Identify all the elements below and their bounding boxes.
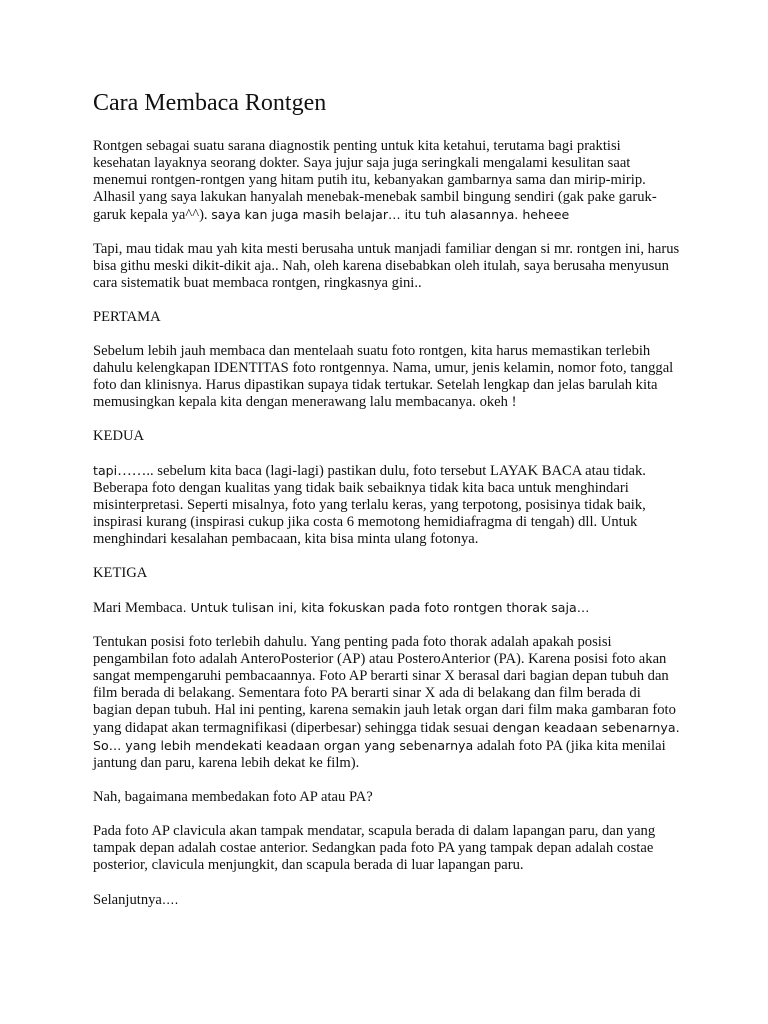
section-heading-ketiga: KETIGA — [93, 565, 148, 581]
paragraph-intro — [93, 138, 681, 224]
paragraph-selanjutnya — [93, 891, 681, 909]
paragraph-identitas: Sebelum lebih jauh membaca dan mentelaah suatu foto rontgen, kita harus memastikan terlebih dahulu kelengkapan IDENTITAS foto rontgennya. Nama, umur, jenis kelamin, nomor foto, tanggal foto dan klinisnya. Harus dipastikan supaya tidak tertukar. Setelah lengkap dan jelas barulah kita memusingkan kepala kita dengan menerawang lalu membacanya. okeh ! — [93, 343, 674, 410]
paragraph-posisi-foto-aside: dengan keadaan sebenarnya. So… yang lebih mendekati keadaan organ yang sebenarnya — [93, 720, 680, 753]
paragraph-mari-membaca-text: . Untuk tulisan ini, kita fokuskan pada foto rontgen thorak saja… — [182, 600, 590, 615]
paragraph-selanjutnya-ellipsis: …. — [161, 892, 179, 907]
paragraph-intro-aside: saya kan juga masih belajar… itu tuh alasannya. heheee — [211, 207, 570, 222]
paragraph-intro-text: Rontgen sebagai suatu sarana diagnostik penting untuk kita ketahui, terutama bagi praktisi kesehatan layaknya seorang dokter. Saya jujur saja juga seringkali mengalami kesulitan saat menemui rontgen-rontgen yang hitam putih itu, kebanyakan gambarnya sama dan mirip-mirip. Alhasil yang saya lakukan hanyalah menebak-menebak sambil bingung sendiri (gak pake garuk-garuk kepala ya^^). — [93, 138, 657, 223]
document-body — [93, 88, 681, 926]
paragraph-question: Nah, bagaimana membedakan foto AP atau PA? — [93, 789, 373, 805]
document-title: Cara Membaca Rontgen — [93, 90, 327, 116]
paragraph-familiar: Tapi, mau tidak mau yah kita mesti berusaha untuk manjadi familiar dengan si mr. rontgen ini, harus bisa githu meski dikit-dikit aja.. Nah, oleh karena disebabkan oleh itulah, saya berusaha menyusun cara sistematik buat membaca rontgen, ringkasnya gini.. — [93, 241, 680, 291]
paragraph-layak-baca-lead: tapi — [93, 463, 118, 478]
paragraph-posisi-foto-text: Tentukan posisi foto terlebih dahulu. Yang penting pada foto thorak adalah apakah posisi pengambilan foto adalah AnteroPosterior (AP) atau PosteroAnterior (PA). Karena posisi foto akan sangat mempengaruhi pembacaannya. Foto AP berarti sinar X berasal dari bagian depan tubuh dan film berada di belakang. Sementara foto PA berarti sinar X ada di belakang dan film berada di bagian depan tubuh. Hal ini penting, karena semakin jauh letak organ dari film maka gambaran foto yang didapat akan termagnifikasi (diperbesar) sehingga tidak sesuai — [93, 634, 676, 736]
paragraph-mari-membaca — [93, 599, 681, 617]
section-heading-pertama: PERTAMA — [93, 309, 161, 325]
paragraph-layak-baca — [93, 462, 681, 548]
paragraph-ap-pa: Pada foto AP clavicula akan tampak mendatar, scapula berada di dalam lapangan paru, dan yang tampak depan adalah costae anterior. Sedangkan pada foto PA yang tampak depan adalah costae posterior, clavicula menjungkit, dan scapula berada di luar lapangan paru. — [93, 823, 656, 873]
paragraph-posisi-foto — [93, 634, 681, 772]
section-heading-kedua: KEDUA — [93, 428, 145, 444]
paragraph-layak-baca-text: …….. sebelum kita baca (lagi-lagi) pastikan dulu, foto tersebut LAYAK BACA atau tidak. Beberapa foto dengan kualitas yang tidak baik sebaiknya tidak kita baca untuk menghindari misinterpretasi. Seperti misalnya, foto yang terlalu keras, yang terpotong, posisinya tidak baik, inspirasi kurang (inspirasi cukup jika costa 6 memotong hemidiafragma di tengah) dll. Untuk menghindari kesalahan pembacaan, kita bisa minta ulang fotonya. — [93, 463, 646, 547]
paragraph-selanjutnya-text: Selanjutnya — [93, 892, 162, 908]
paragraph-posisi-foto-end: adalah foto PA (jika kita menilai jantung dan paru, karena lebih dekat ke film). — [93, 738, 666, 771]
paragraph-mari-membaca-lead: Mari Membaca — [93, 600, 183, 616]
